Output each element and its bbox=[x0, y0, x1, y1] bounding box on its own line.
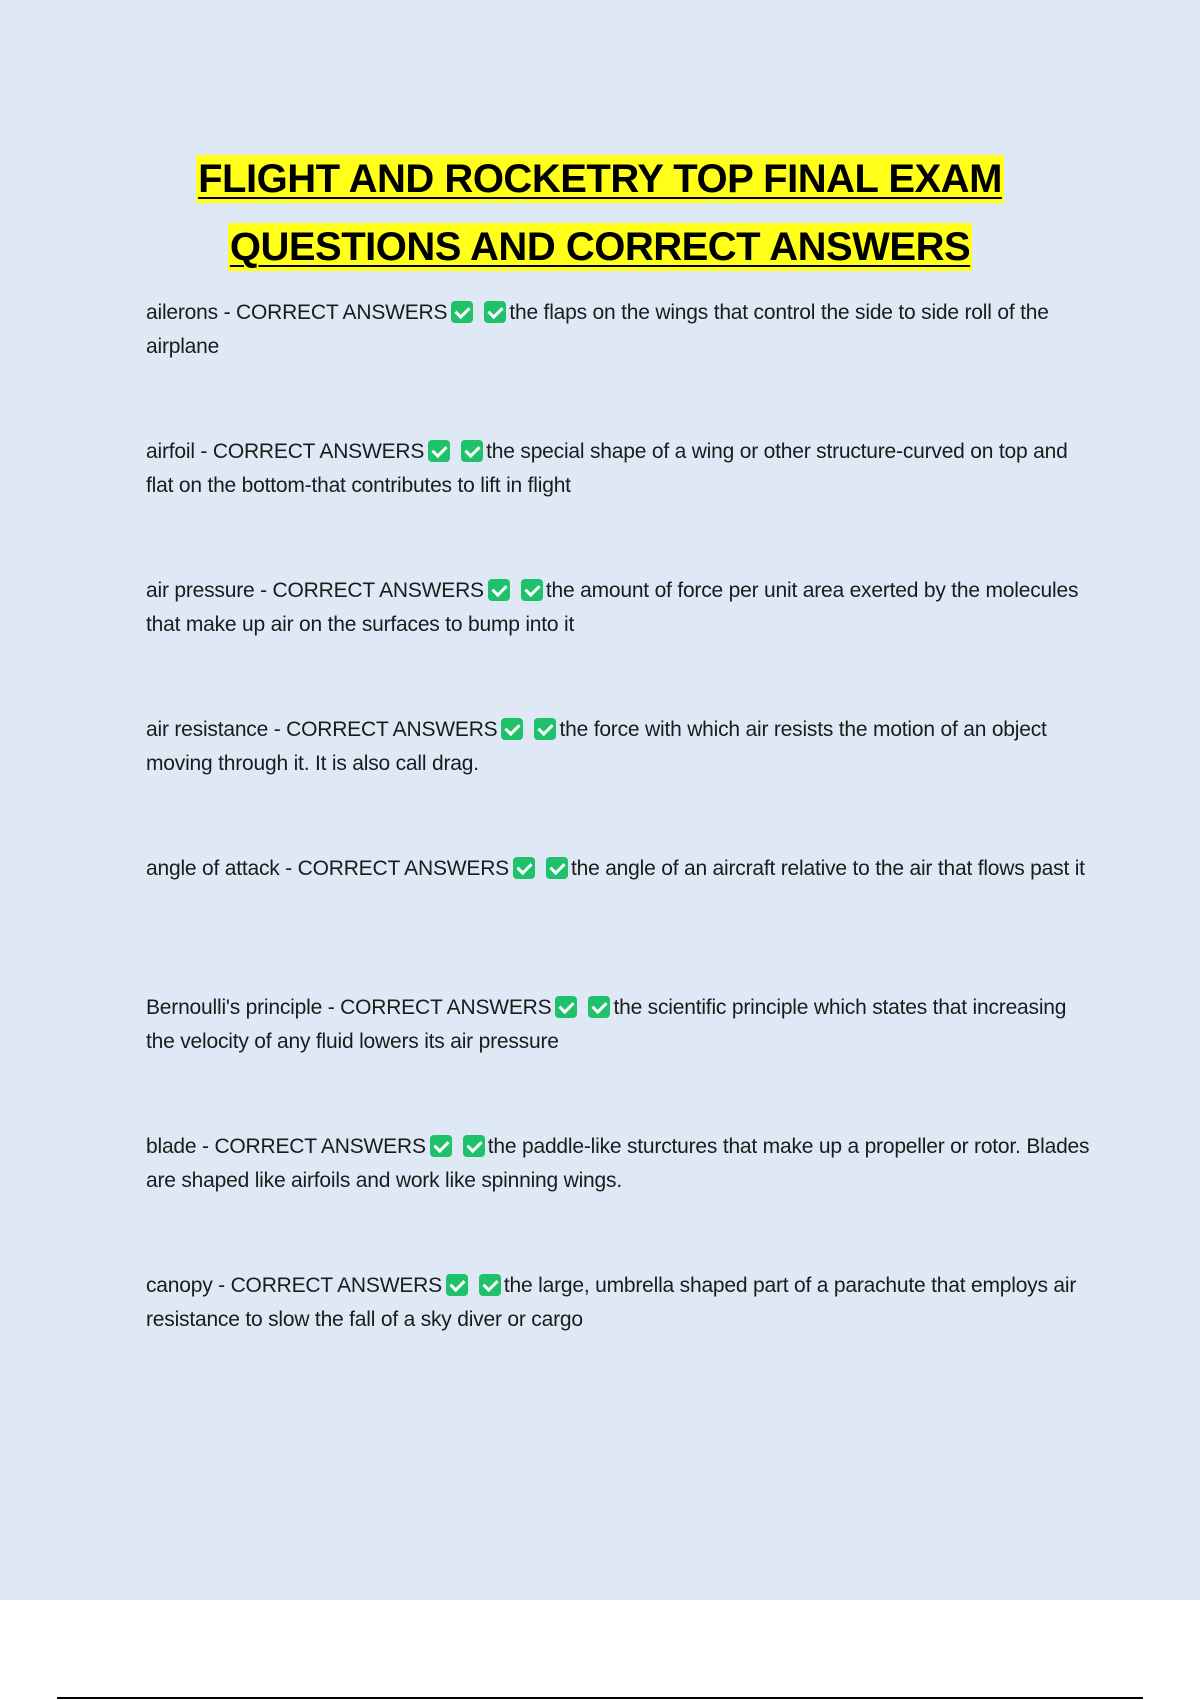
qa-definition: the special shape of a wing or other structure-curved on top and flat on the bottom-that contributes to lift in flight bbox=[146, 440, 1068, 497]
green-checkbox-icon bbox=[461, 440, 483, 462]
document-title bbox=[0, 145, 1200, 281]
qa-marker: CORRECT ANSWERS bbox=[212, 440, 425, 463]
title-line-2-wrap bbox=[0, 213, 1200, 281]
footer-divider bbox=[57, 1697, 1143, 1699]
qa-list bbox=[146, 296, 1096, 1408]
green-checkbox-icon bbox=[430, 1135, 452, 1157]
qa-term: air pressure bbox=[146, 579, 255, 602]
qa-definition: the flaps on the wings that control the side to side roll of the airplane bbox=[146, 301, 1049, 358]
green-checkbox-icon bbox=[521, 579, 543, 601]
qa-item: blade - CORRECT ANSWERS the paddle-like sturctures that make up a propeller or rotor. Blades are shaped like airfoils and work like spinning wings. bbox=[146, 1135, 1090, 1192]
qa-item: angle of attack - CORRECT ANSWERS the angle of an aircraft relative to the air that flows past it bbox=[146, 857, 1085, 880]
qa-term: blade bbox=[146, 1135, 197, 1158]
qa-definition: the angle of an aircraft relative to the air that flows past it bbox=[570, 857, 1085, 880]
green-checkbox-icon bbox=[479, 1274, 501, 1296]
green-checkbox-icon bbox=[446, 1274, 468, 1296]
green-checkbox-icon bbox=[463, 1135, 485, 1157]
qa-item: air resistance - CORRECT ANSWERS the force with which air resists the motion of an object moving through it. It is also call drag. bbox=[146, 718, 1047, 775]
qa-definition: the paddle-like sturctures that make up a propeller or rotor. Blades are shaped like airfoils and work like spinning wings. bbox=[146, 1135, 1090, 1192]
qa-marker: CORRECT ANSWERS bbox=[236, 301, 448, 324]
qa-term: angle of attack bbox=[146, 857, 280, 880]
qa-marker: CORRECT ANSWERS bbox=[230, 1274, 442, 1297]
qa-term: air resistance bbox=[146, 718, 269, 741]
green-checkbox-icon bbox=[555, 996, 577, 1018]
green-checkbox-icon bbox=[513, 857, 535, 879]
qa-definition: the amount of force per unit area exerted by the molecules that make up air on the surfaces to bump into it bbox=[146, 579, 1079, 636]
title-line-2: QUESTIONS AND CORRECT ANSWERS bbox=[229, 225, 971, 269]
green-checkbox-icon bbox=[451, 301, 473, 323]
qa-item: Bernoulli's principle - CORRECT ANSWERS the scientific principle which states that increasing the velocity of any fluid lowers its air pressure bbox=[146, 996, 1067, 1053]
qa-marker: CORRECT ANSWERS bbox=[297, 857, 509, 880]
qa-item: canopy - CORRECT ANSWERS the large, umbrella shaped part of a parachute that employs air resistance to slow the fall of a sky diver or cargo bbox=[146, 1274, 1077, 1331]
qa-definition: the scientific principle which states that increasing the velocity of any fluid lowers its air pressure bbox=[146, 996, 1067, 1053]
qa-definition: the large, umbrella shaped part of a parachute that employs air resistance to slow the fall of a sky diver or cargo bbox=[146, 1274, 1077, 1331]
qa-marker: CORRECT ANSWERS bbox=[272, 579, 484, 602]
green-checkbox-icon bbox=[428, 440, 450, 462]
green-checkbox-icon bbox=[488, 579, 510, 601]
green-checkbox-icon bbox=[534, 718, 556, 740]
green-checkbox-icon bbox=[501, 718, 523, 740]
qa-item: airfoil - CORRECT ANSWERS the special shape of a wing or other structure-curved on top and flat on the bottom-that contributes to lift in flight bbox=[146, 440, 1068, 497]
title-line-1: FLIGHT AND ROCKETRY TOP FINAL EXAM bbox=[198, 157, 1002, 201]
green-checkbox-icon bbox=[484, 301, 506, 323]
qa-marker: CORRECT ANSWERS bbox=[214, 1135, 426, 1158]
qa-definition: the force with which air resists the motion of an object moving through it. It is also call drag. bbox=[146, 718, 1047, 775]
qa-marker: CORRECT ANSWERS bbox=[286, 718, 498, 741]
qa-item: air pressure - CORRECT ANSWERS the amount of force per unit area exerted by the molecules that make up air on the surfaces to bump into it bbox=[146, 579, 1079, 636]
title-line-1-wrap bbox=[0, 145, 1200, 213]
qa-term: canopy bbox=[146, 1274, 213, 1297]
green-checkbox-icon bbox=[588, 996, 610, 1018]
qa-term: Bernoulli's principle bbox=[146, 996, 323, 1019]
qa-item: ailerons - CORRECT ANSWERS the flaps on the wings that control the side to side roll of the airplane bbox=[146, 301, 1049, 358]
qa-term: airfoil bbox=[146, 440, 195, 463]
green-checkbox-icon bbox=[546, 857, 568, 879]
qa-term: ailerons bbox=[146, 301, 218, 324]
qa-marker: CORRECT ANSWERS bbox=[340, 996, 552, 1019]
